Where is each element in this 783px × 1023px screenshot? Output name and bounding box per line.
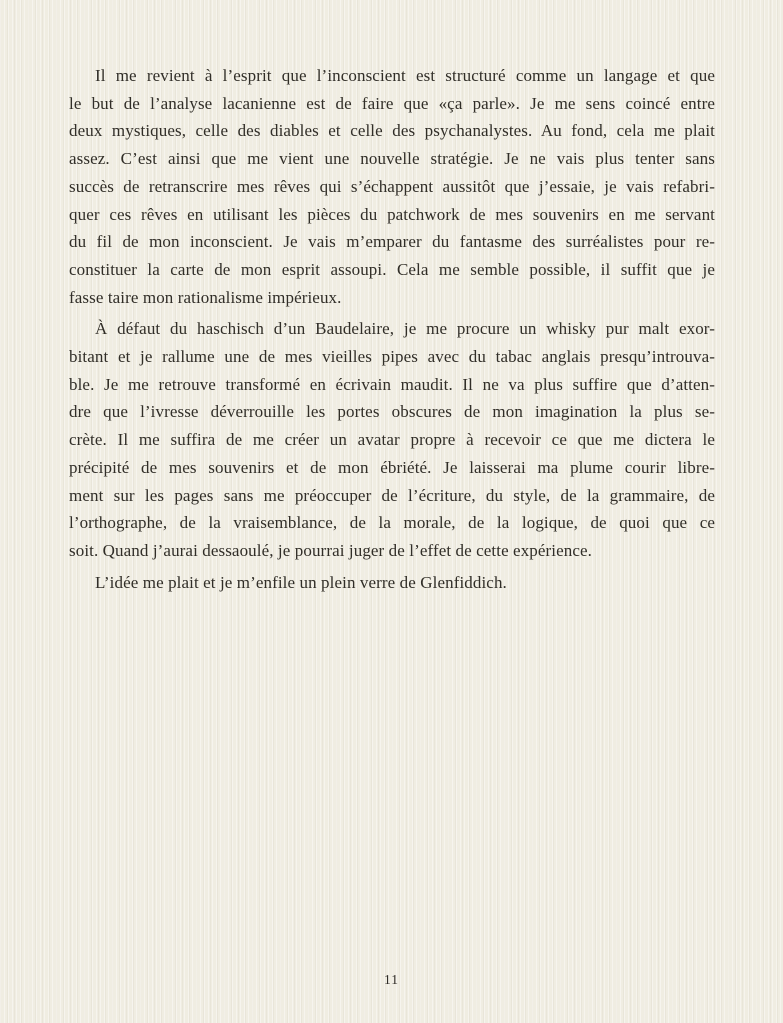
text-line: soit. Quand j’aurai dessaoulé, je pourrai juger de l’effet de cette expérience. <box>69 540 593 560</box>
paragraph <box>69 569 715 597</box>
text-line: deux mystiques, celle des diables et celle des psychanalystes. Au fond, cela me plait <box>69 121 715 141</box>
page-number: 11 <box>384 972 399 987</box>
text-line: précipité de mes souvenirs et de mon ébriété. Je laisserai ma plume courir libre- <box>69 457 715 477</box>
text-line: constituer la carte de mon esprit assoupi. Cela me semble possible, il suffit que je <box>69 259 715 279</box>
text-line: le but de l’analyse lacanienne est de faire que «ça parle». Je me sens coincé entre <box>69 93 715 113</box>
text-line: ment sur les pages sans me préoccuper de l’écriture, du style, de la grammaire, de <box>69 485 715 505</box>
paragraph <box>69 315 715 564</box>
text-line: L’idée me plait et je m’enfile un plein verre de Glenfiddich. <box>95 572 507 592</box>
text-line: fasse taire mon rationalisme impérieux. <box>69 287 342 307</box>
text-line: l’orthographe, de la vraisemblance, de la morale, de la logique, de quoi que ce <box>69 513 715 533</box>
text-line: succès de retranscrire mes rêves qui s’échappent aussitôt que j’essaie, je vais refabri- <box>69 176 715 196</box>
page-text <box>69 62 715 600</box>
text-line: bitant et je rallume une de mes vieilles pipes avec du tabac anglais presqu’introuva- <box>69 347 715 367</box>
text-line: assez. C’est ainsi que me vient une nouvelle stratégie. Je ne vais plus tenter sans <box>69 149 715 169</box>
text-line: quer ces rêves en utilisant les pièces du patchwork de mes souvenirs en me servant <box>69 204 715 224</box>
paragraph <box>69 62 715 311</box>
text-line: À défaut du haschisch d’un Baudelaire, je me procure un whisky pur malt exor- <box>95 319 715 339</box>
text-line: du fil de mon inconscient. Je vais m’emparer du fantasme des surréalistes pour re- <box>69 232 715 252</box>
text-line: Il me revient à l’esprit que l’inconscient est structuré comme un langage et que <box>95 66 715 85</box>
text-line: ble. Je me retrouve transformé en écrivain maudit. Il ne va plus suffire que d’atten- <box>69 374 715 394</box>
text-line: dre que l’ivresse déverrouille les portes obscures de mon imagination la plus se- <box>69 402 715 422</box>
text-line: crète. Il me suffira de me créer un avatar propre à recevoir ce que me dictera le <box>69 430 715 450</box>
